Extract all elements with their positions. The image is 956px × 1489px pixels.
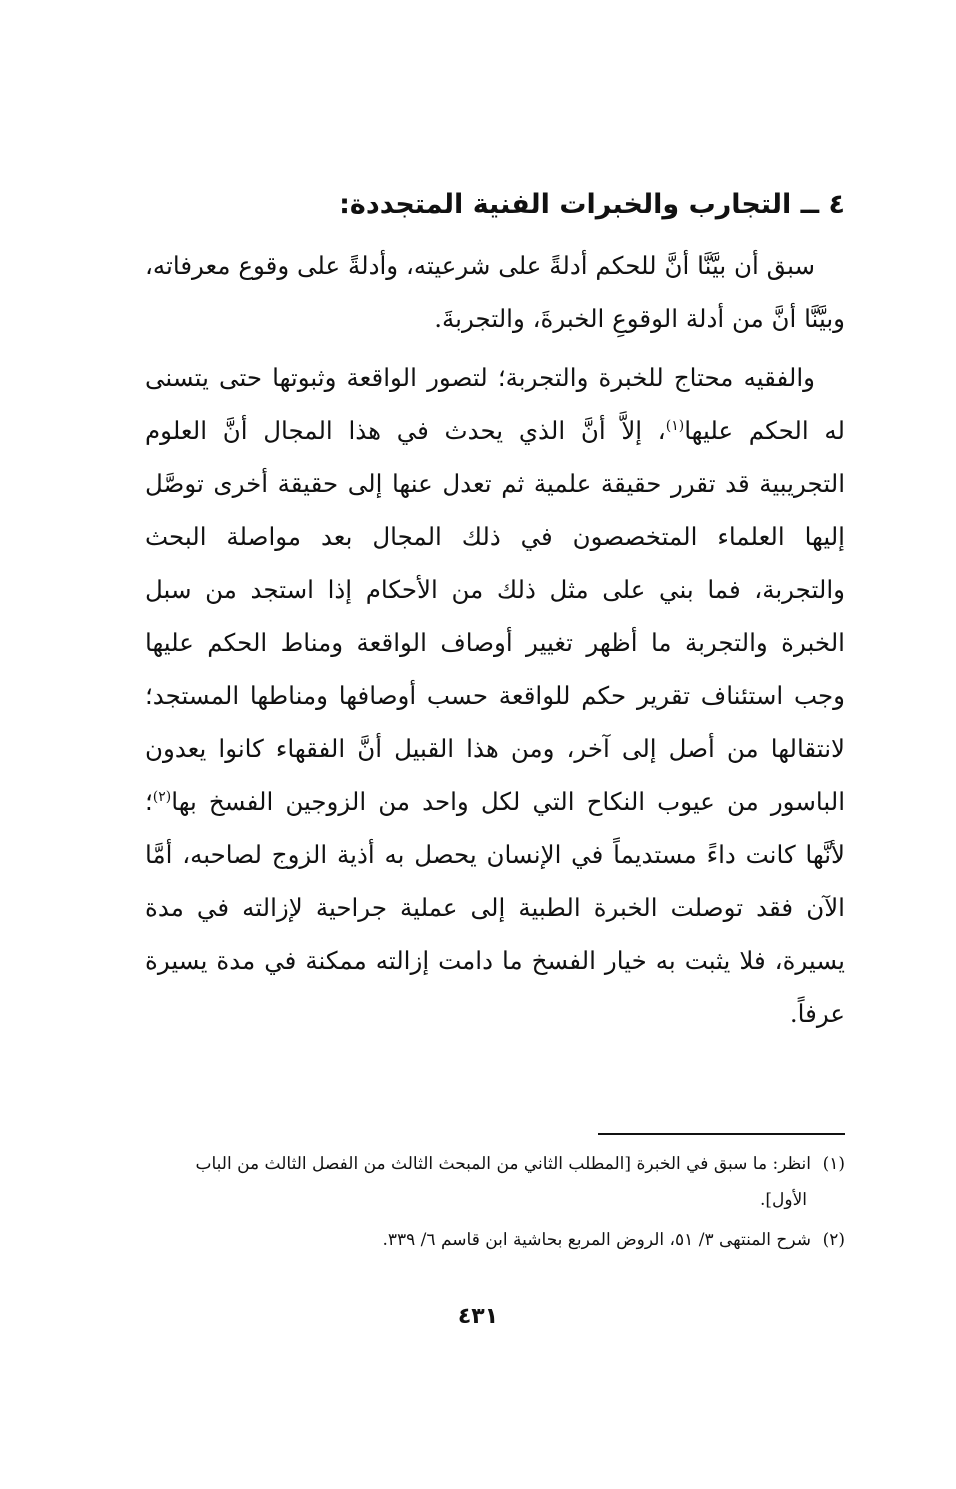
footnote-2-text: شرح المنتهى ٣/ ٥١، الروض المربع بحاشية ابن قاسم ٦/ ٣٣٩. xyxy=(382,1230,811,1250)
paragraph-2-part-3: ؛ لأنَّها كانت داءً مستديماً في الإنسان يحصل به أذية الزوج لصاحبه، أمَّا الآن فقد توصلت الخبرة الطبية إلى عملية جراحية لإزالته في مدة يسيرة، فلا يثبت به خيار الفسخ ما دامت إزالته ممكنة في مدة يسيرة عرفاً. xyxy=(145,787,845,1028)
footnote-1-number: (١) xyxy=(822,1154,845,1174)
section-heading: ٤ ــ التجارب والخبرات الفنية المتجددة: xyxy=(339,189,845,220)
footnotes xyxy=(145,1146,845,1262)
footnote-ref-1[interactable]: (١) xyxy=(665,417,685,434)
footnote-2-number: (٢) xyxy=(822,1230,845,1250)
paragraph-2 xyxy=(145,351,845,1040)
paragraph-2-part-1: والفقيه محتاج للخبرة والتجربة؛ لتصور الواقعة وثبوتها حتى يتسنى له الحكم عليها xyxy=(145,363,845,445)
paragraph-1: سبق أن بيَّنَّا أنَّ للحكم أدلةً على شرعيته، وأدلةً على وقوع معرفاته، وبيَّنَّا أنَّ من أدلة الوقوعِ الخبرةَ، والتجربةَ. xyxy=(145,251,845,333)
footnote-1 xyxy=(145,1146,845,1218)
main-text xyxy=(145,185,845,1046)
paragraph-2-part-2: ، إلاَّ أنَّ الذي يحدث في هذا المجال أنَّ العلوم التجريبية قد تقرر حقيقة علمية ثم تعدل عنها إلى حقيقة أخرى توصَّل إليها العلماء المتخصصون في ذلك المجال بعد مواصلة البحث والتجربة، فما بني على مثل ذلك من الأحكام إذا استجد من سبل الخبرة والتجربة ما أظهر تغيير أوصاف الواقعة ومناط الحكم عليها وجب استئناف تقرير حكم للواقعة حسب أوصافها ومناطها المستجد؛ لانتقالها من أصل إلى آخر، ومن هذا القبيل أنَّ الفقهاء كانوا يعدون الباسور من عيوب النكاح التي لكل واحد من الزوجين الفسخ بها xyxy=(145,416,845,816)
footnote-separator xyxy=(598,1133,845,1135)
footnote-1-text: انظر: ما سبق في الخبرة [المطلب الثاني من المبحث الثالث من الفصل الثالث من الباب الأول]. xyxy=(195,1154,811,1210)
page-number: ٤٣١ xyxy=(457,1304,499,1329)
footnote-2 xyxy=(145,1222,845,1258)
footnote-ref-2[interactable]: (٢) xyxy=(152,788,172,805)
